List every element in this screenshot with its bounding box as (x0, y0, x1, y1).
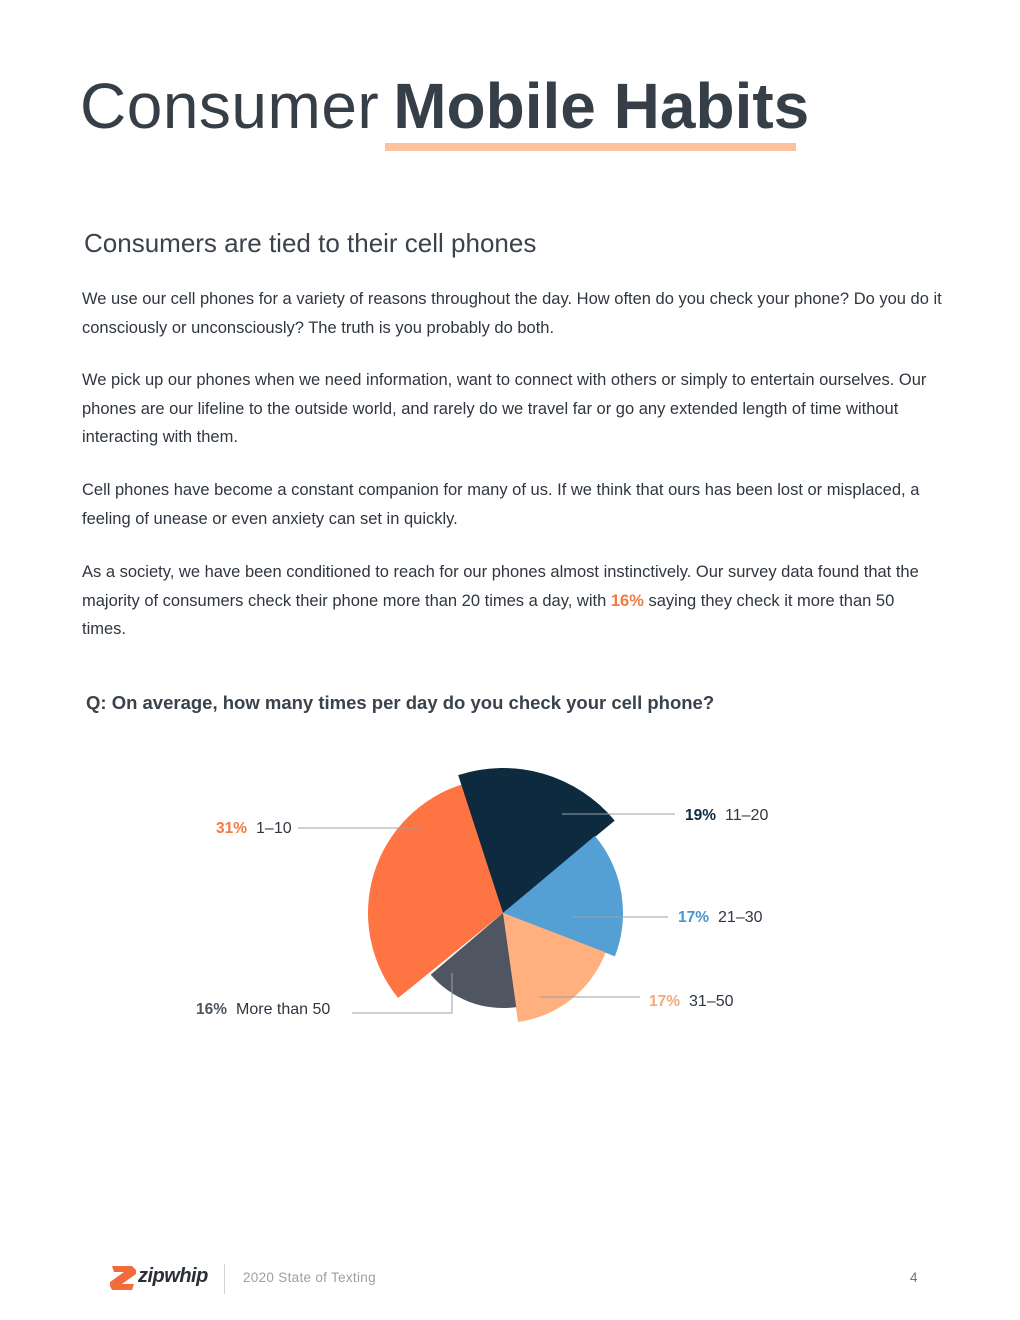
slice-category-5: More than 50 (236, 1001, 331, 1018)
slice-category-3: 21–30 (718, 909, 763, 926)
highlight-stat: 16% (610, 591, 644, 610)
logo-mark (110, 1266, 136, 1290)
paragraph-2: We pick up our phones when we need information, want to connect with others or simply to entertain ourselves. Our phones are our lifeline to the outside world, and rarely do we travel far or go any extended length of time without interacting with them. (82, 371, 927, 446)
slice-percent-3: 17% (678, 909, 710, 926)
section-subtitle: Consumers are tied to their cell phones (84, 228, 537, 258)
document-title: 2020 State of Texting (243, 1270, 376, 1285)
slice-percent-4: 17% (649, 993, 681, 1010)
paragraph-3: Cell phones have become a constant companion for many of us. If we think that ours has been lost or misplaced, a feeling of unease or even anxiety can set in quickly. (82, 481, 920, 528)
slice-percent-2: 19% (685, 807, 717, 824)
title-bold: Mobile Habits (393, 70, 810, 142)
slice-category-2: 11–20 (725, 807, 769, 824)
slice-percent-5: 16% (196, 1001, 228, 1018)
slice-label-5 (196, 1001, 330, 1018)
title-light: Consumer (80, 70, 380, 142)
paragraph-4-end: saying they check it more than 50 times. (82, 591, 895, 638)
slice-category-1: 1–10 (256, 820, 292, 837)
slice-category-4: 31–50 (689, 993, 734, 1010)
paragraph-1: We use our cell phones for a variety of reasons throughout the day. How often do you check your phone? Do you do it consciously or unconsciously? The truth is you probably do both. (82, 290, 942, 337)
slice-label-4 (649, 993, 734, 1010)
survey-question: Q: On average, how many times per day do you check your cell phone? (86, 692, 715, 713)
page-number: 4 (910, 1270, 918, 1285)
slice-percent-1: 31% (216, 820, 248, 837)
footer (0, 1262, 1020, 1296)
slice-label-1 (216, 820, 292, 837)
paragraph-4-start: As a society, we have been conditioned to reach for our phones almost instinctively. Our survey data found that the majority of consumers check their phone more than 20 times a day, with (82, 563, 919, 610)
slice-label-3 (678, 909, 763, 926)
footer-divider (224, 1264, 225, 1294)
brand-name: zipwhip (138, 1265, 208, 1287)
slice-label-2 (685, 807, 768, 824)
